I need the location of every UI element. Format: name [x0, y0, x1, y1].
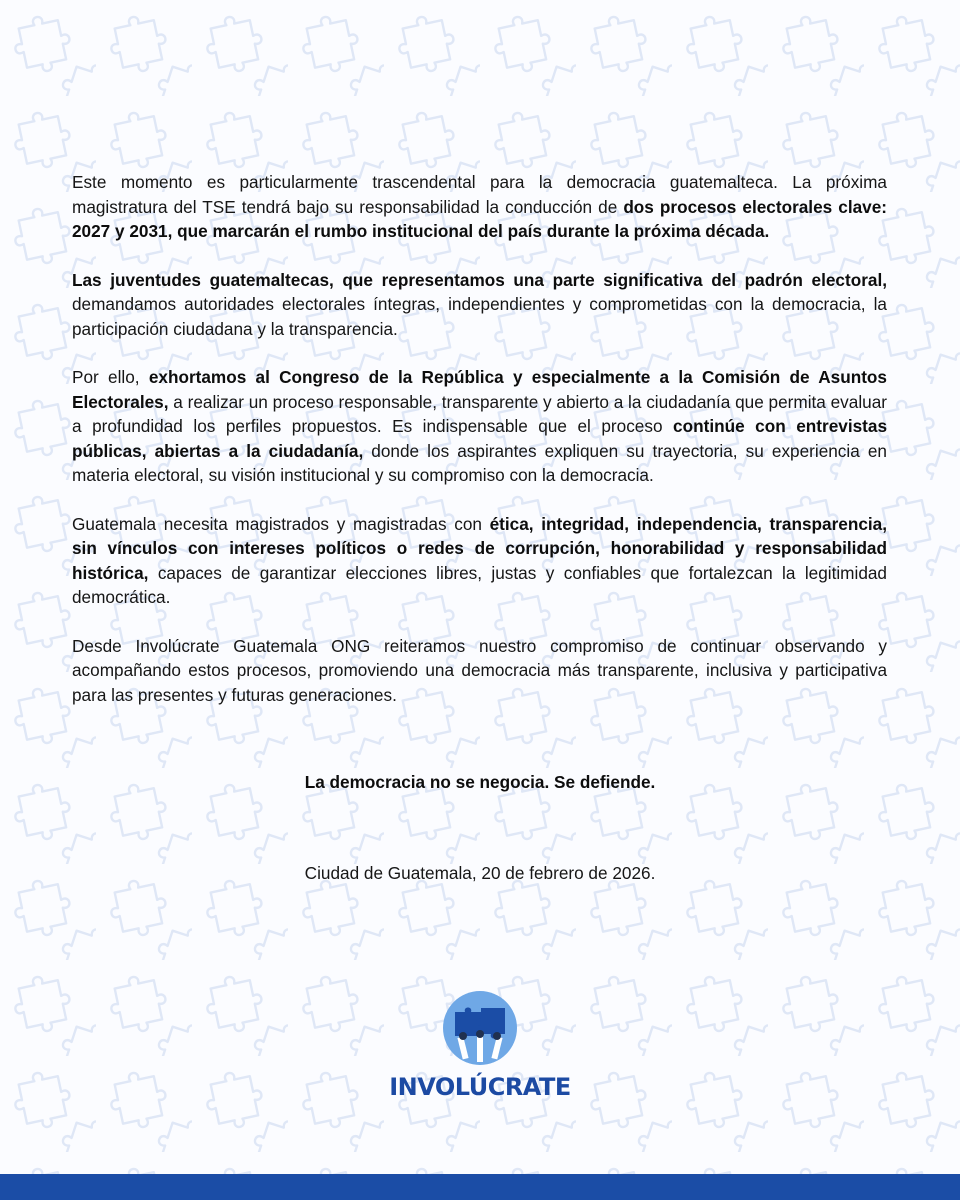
puzzle-hands-icon: [442, 990, 518, 1066]
bold-text: Las juventudes guatemaltecas, que representamos una parte significativa del padrón electoral,: [72, 269, 887, 290]
paragraph-4: [72, 512, 887, 610]
text: Desde Involúcrate Guatemala ONG reiteramos nuestro compromiso de continuar observando y acompañando estos procesos, promoviendo una democracia más transparente, inclusiva y participativa para las presentes y futuras generaciones.: [72, 635, 887, 705]
bold-text: dos procesos electorales clave: 2027 y 2031, que marcarán el rumbo institucional del país durante la próxima década.: [72, 196, 887, 241]
involucrate-logo: [380, 990, 580, 1110]
bold-text: ética, integridad, independencia, transparencia, sin vínculos con intereses políticos o redes de corrupción, honorabilidad y responsabilidad histórica,: [72, 513, 887, 583]
text: a realizar un proceso responsable, transparente y abierto a la ciudadanía que permita evaluar a profundidad los perfiles propuestos. Es indispensable que el proceso: [72, 391, 887, 436]
paragraph-1: [72, 170, 887, 244]
bold-text: continúe con entrevistas públicas, abiertas a la ciudadanía,: [72, 416, 888, 461]
footer-bar: [0, 1174, 960, 1200]
paragraph-3: [72, 365, 887, 488]
bold-text: exhortamos al Congreso de la República y especialmente a la Comisión de Asuntos Electorales,: [72, 367, 887, 412]
text: capaces de garantizar elecciones libres, justas y confiables que fortalezcan la legitimidad democrática.: [72, 562, 887, 607]
text: Por ello,: [72, 367, 149, 387]
statement-body: [72, 170, 887, 731]
text: donde los aspirantes expliquen su trayectoria, su experiencia en materia electoral, su visión institucional y su compromiso con la democracia.: [72, 440, 887, 485]
text: demandamos autoridades electorales íntegras, independientes y comprometidas con la democracia, la participación ciudadana y la transparencia.: [72, 294, 887, 339]
tagline: La democracia no se negocia. Se defiende.: [304, 772, 656, 792]
text: Guatemala necesita magistrados y magistradas con: [72, 513, 490, 534]
paragraph-5: [72, 634, 887, 708]
logo-wordmark: INVOLÚCRATE: [389, 1073, 571, 1101]
text: Este momento es particularmente trascendental para la democracia guatemalteca. La próxima magistratura del TSE tendrá bajo su responsabilidad la conducción de: [72, 172, 887, 217]
dateline: Ciudad de Guatemala, 20 de febrero de 2026.: [304, 863, 656, 883]
paragraph-2: [72, 268, 887, 342]
